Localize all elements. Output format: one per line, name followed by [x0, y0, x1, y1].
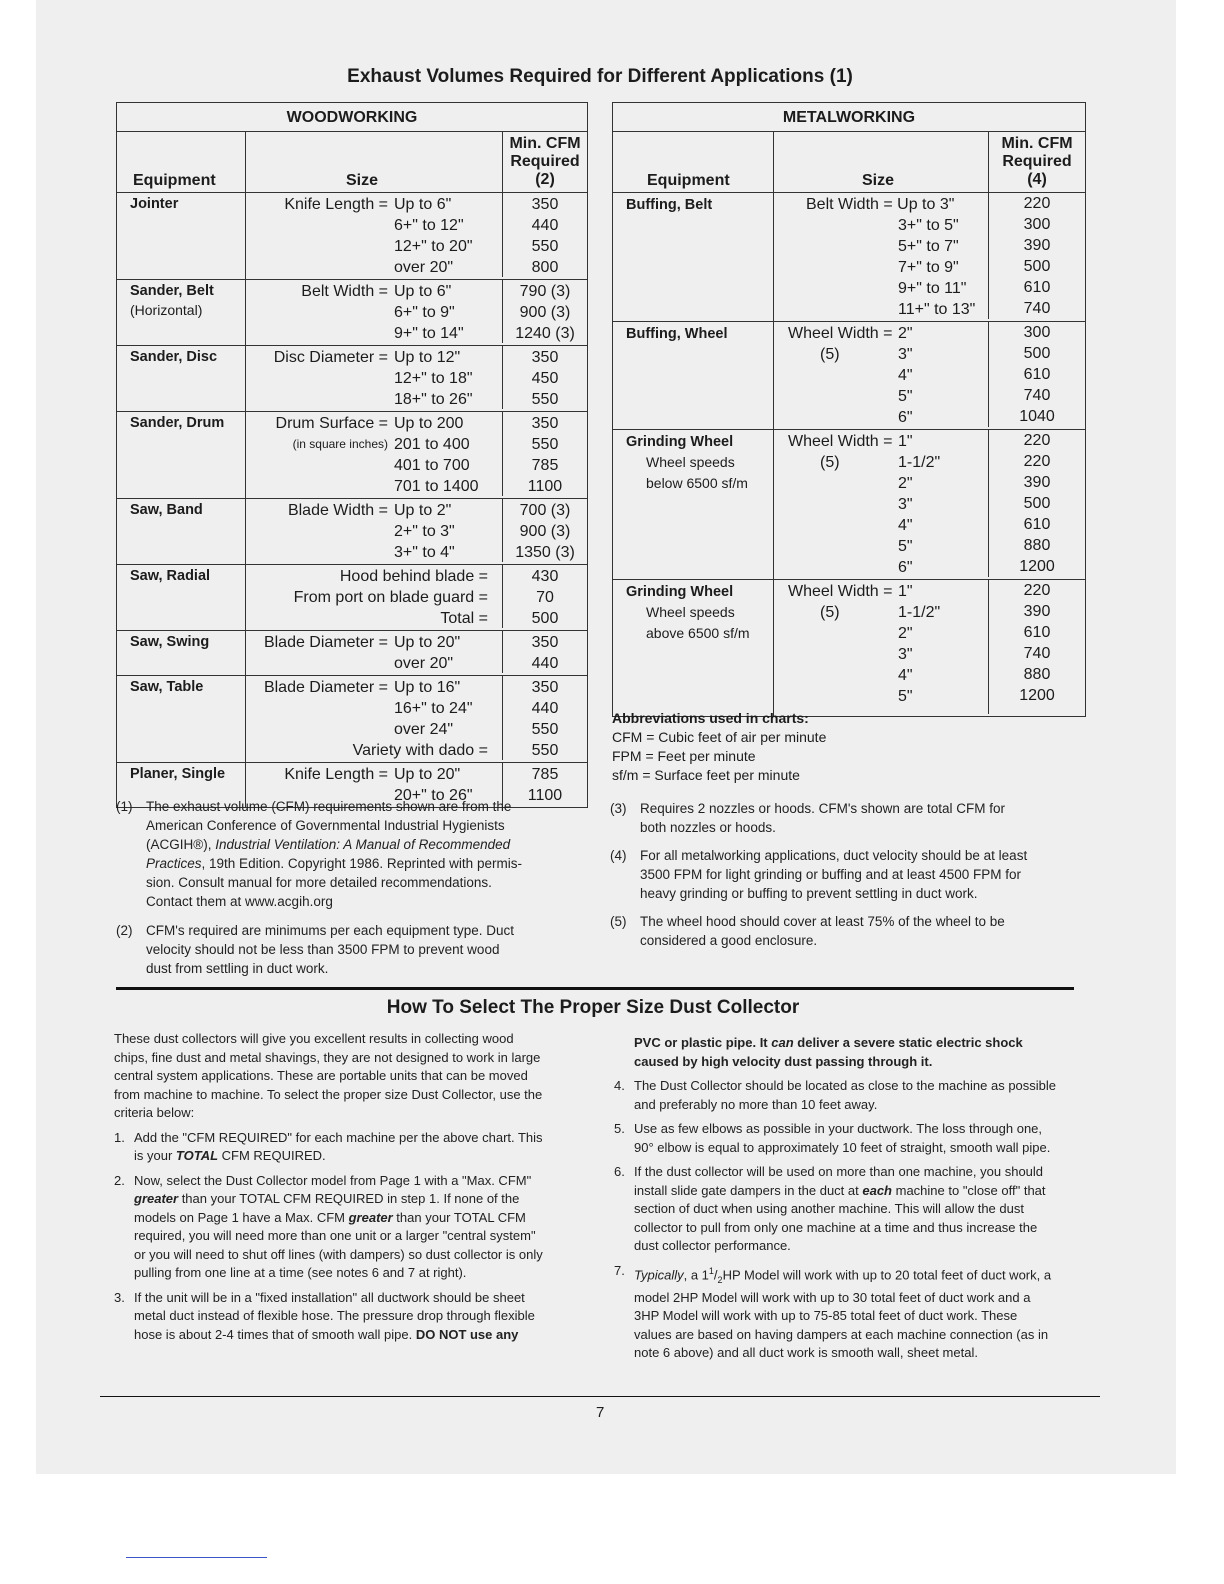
size-value: Up to 20": [394, 634, 461, 651]
step-6: 6. If the dust collector will be used on more than one machine, you should install slide gate dampers in the duct at each machine to "close off" that section of duct when using another machine. This will allow the dust collector to pull from only one machine at a time and thus increase the dust collector performance.: [614, 1164, 1046, 1253]
equipment-name: Sander, Belt: [130, 283, 214, 299]
size-cell: [774, 580, 989, 714]
table-row: [117, 631, 587, 676]
cfm-value: 1100: [527, 478, 563, 495]
equipment-name: Grinding Wheel: [626, 434, 734, 450]
equipment-cell: [117, 676, 246, 762]
equipment-cell: [613, 430, 774, 579]
step-4: 4. The Dust Collector should be located as close to the machine as possible and preferably no more than 10 feet away.: [614, 1078, 1057, 1112]
cfm-cell: [503, 565, 587, 628]
equipment-name: Saw, Band: [130, 502, 203, 518]
equipment-cell: [117, 412, 246, 498]
equipment-name: Sander, Drum: [130, 415, 225, 431]
size-label: Drum Surface =: [275, 415, 388, 432]
cfm-cell: [503, 676, 587, 760]
size-label: Knife Length =: [284, 766, 388, 783]
size-value: 5": [898, 688, 913, 705]
cfm-value: 550: [531, 721, 559, 738]
size-value: over 20": [394, 655, 454, 672]
size-label: (in square inches): [292, 437, 388, 451]
size-value: 4": [898, 517, 913, 534]
size-value: Up to 6": [394, 283, 452, 300]
size-label: From port on blade guard =: [293, 589, 488, 606]
table-row: [117, 565, 587, 631]
cfm-value: 610: [1023, 516, 1051, 533]
equipment-name: Grinding Wheel: [626, 584, 734, 600]
cfm-value: 550: [531, 391, 559, 408]
size-value: 5+" to 7": [898, 238, 959, 255]
equipment-note: (Horizontal): [130, 302, 203, 318]
abbreviation-item: sf/m = Surface feet per minute: [612, 767, 800, 783]
cfm-value: 1100: [527, 787, 563, 804]
cfm-value: 220: [1023, 432, 1051, 449]
col-equipment: Equipment: [133, 172, 216, 189]
table-row: [117, 499, 587, 565]
size-label: Blade Diameter =: [263, 679, 388, 696]
size-value: over 24": [394, 721, 454, 738]
size-cell: [246, 193, 503, 277]
cfm-cell: [503, 412, 587, 496]
equipment-name: Buffing, Wheel: [626, 326, 728, 342]
size-value: Up to 2": [394, 502, 452, 519]
col-equipment: Equipment: [647, 172, 730, 189]
equipment-note: below 6500 sf/m: [646, 475, 748, 491]
col-size: Size: [862, 172, 895, 189]
table-row: [117, 676, 587, 763]
abbreviations: [612, 709, 826, 785]
size-value: Up to 6": [394, 196, 452, 213]
table-row: [117, 280, 587, 346]
cfm-value: 500: [1023, 345, 1051, 362]
size-label: Blade Width =: [287, 502, 388, 519]
woodworking-table: [116, 102, 588, 808]
size-cell: [246, 412, 503, 496]
col-cfm: Min. CFM Required (2): [509, 135, 581, 188]
size-label: Variety with dado =: [352, 742, 488, 759]
cfm-value: 430: [531, 568, 559, 585]
cfm-value: 440: [531, 217, 559, 234]
cfm-value: 300: [1023, 216, 1051, 233]
equipment-name: Buffing, Belt: [626, 197, 713, 213]
size-value: 5": [898, 388, 913, 405]
step-5: 5. Use as few elbows as possible in your ductwork. The loss through one, 90° elbow is equal to approximately 10 feet of straight, smooth wall pipe.: [614, 1121, 1051, 1155]
cfm-value: 350: [531, 634, 559, 651]
abbreviations-heading: Abbreviations used in charts:: [612, 710, 809, 726]
size-value: Up to 200: [394, 415, 464, 432]
section-title: How To Select The Proper Size Dust Collector: [386, 997, 800, 1018]
size-label: (5): [820, 604, 840, 621]
cfm-value: 800: [531, 259, 559, 276]
step-3-continued: PVC or plastic pipe. It can deliver a severe static electric shock caused by high velocity dust passing through it.: [634, 1035, 1023, 1069]
section-divider: [116, 987, 1074, 990]
cfm-value: 900 (3): [519, 523, 571, 540]
footnote-text: Requires 2 nozzles or hoods. CFM's shown are total CFM for both nozzles or hoods.: [640, 801, 1005, 835]
footnote-text: The exhaust volume (CFM) requirements shown are from the American Conference of Governmental Industrial Hygienists (ACGIH®), Industrial Ventilation: A Manual of Recommended Practices, 19th Edition. Copyright 1986. Reprinted with permis- sion. Consult manual for more detailed recommendations. Contact them at www.acgih.org: [146, 799, 522, 909]
table-row: [117, 412, 587, 499]
size-value: 9+" to 14": [394, 325, 464, 342]
abbreviation-item: FPM = Feet per minute: [612, 748, 756, 764]
step-7: 7. Typically, a $1^1/_2HP$ Model will work with up to 20 total feet of duct work, a model 2HP Model will work with up to 30 total feet of duct work and a 3HP Model will work with up to 75-85 total feet of duct work. These values are based on having dampers at each machine connection (as in note 6 above) and all duct work is smooth wall, sheet metal.: [614, 1262, 1052, 1361]
size-cell: [774, 322, 989, 427]
cfm-value: 785: [531, 766, 559, 783]
cfm-value: 440: [531, 655, 559, 672]
cfm-value: 1240 (3): [515, 325, 575, 342]
size-value: 6+" to 12": [394, 217, 464, 234]
cfm-value: 550: [531, 238, 559, 255]
cfm-value: 1200: [1019, 558, 1055, 575]
size-label: Wheel Width =: [788, 325, 893, 342]
equipment-name: Sander, Disc: [130, 349, 218, 365]
size-label: (5): [820, 454, 840, 471]
cfm-value: 390: [1023, 603, 1051, 620]
size-value: 701 to 1400: [394, 478, 479, 495]
table-row: [613, 322, 1085, 430]
table-row: [117, 193, 587, 280]
size-value: over 20": [394, 259, 454, 276]
size-cell: [246, 631, 503, 673]
cfm-value: 390: [1023, 474, 1051, 491]
cfm-value: 450: [531, 370, 559, 387]
equipment-cell: [613, 580, 774, 716]
cfm-value: 390: [1023, 237, 1051, 254]
size-value: 6": [898, 559, 913, 576]
step-3: 3. If the unit will be in a "fixed installation" all ductwork should be sheet metal duct instead of flexible hose. The pressure drop through flexible hose is about 2-4 times that of smooth wall pipe. DO NOT use any: [114, 1289, 535, 1342]
cfm-value: 1350 (3): [515, 544, 575, 561]
col-size: Size: [346, 172, 379, 189]
equipment-name: Saw, Table: [130, 679, 204, 695]
cfm-value: 300: [1023, 324, 1051, 341]
footnote-text: CFM's required are minimums per each equipment type. Duct velocity should not be less than 3500 FPM to prevent wood dust from settling in duct work.: [146, 923, 514, 976]
size-cell: [774, 193, 989, 319]
footnote-text: For all metalworking applications, duct velocity should be at least 3500 FPM for light grinding or buffing and at least 4500 FPM for heavy grinding or buffing to prevent settling in duct work.: [640, 848, 1028, 901]
equipment-name: Jointer: [130, 196, 179, 212]
size-value: Up to 20": [394, 766, 461, 783]
equipment-cell: [117, 565, 246, 630]
equipment-note: Wheel speeds: [646, 454, 735, 470]
size-value: 2": [898, 625, 913, 642]
size-cell: [246, 676, 503, 760]
size-value: Up to 12": [394, 349, 461, 366]
cfm-value: 500: [1023, 258, 1051, 275]
size-cell: [246, 280, 503, 343]
size-value: 4": [898, 667, 913, 684]
equipment-note: above 6500 sf/m: [646, 625, 750, 641]
size-value: 401 to 700: [394, 457, 470, 474]
table-row: [613, 430, 1085, 580]
cfm-value: 500: [1023, 495, 1051, 512]
cfm-value: 500: [531, 610, 559, 627]
equipment-name: Saw, Radial: [130, 568, 211, 584]
size-cell: [246, 346, 503, 409]
cfm-cell: [989, 322, 1085, 427]
cfm-value: 880: [1023, 537, 1051, 554]
size-value: 6+" to 9": [394, 304, 455, 321]
size-value: 9+" to 11": [898, 280, 967, 297]
equipment-cell: [613, 322, 774, 429]
size-value: 12+" to 18": [394, 370, 473, 387]
size-label: (5): [820, 346, 840, 363]
size-cell: [246, 565, 503, 628]
size-label: Total =: [440, 610, 488, 627]
cfm-value: 440: [531, 700, 559, 717]
cfm-cell: [503, 499, 587, 562]
cfm-value: 70: [536, 589, 554, 606]
page-number: 7: [596, 1404, 605, 1421]
metalworking-heading: METALWORKING: [613, 103, 1085, 132]
cfm-value: 700 (3): [519, 502, 571, 519]
bottom-link-line: [126, 1557, 267, 1558]
intro-paragraph: These dust collectors will give you excellent results in collecting wood chips, fine dust and metal shavings, they are not designed to work in large central system applications. These are portable units that can be moved from machine to machine. To select the proper size Dust Collector, use the criteria below:: [114, 1031, 543, 1120]
cfm-value: 220: [1023, 453, 1051, 470]
size-value: 4": [898, 367, 913, 384]
footer-rule: [100, 1396, 1100, 1397]
equipment-note: Wheel speeds: [646, 604, 735, 620]
footnote-text: The wheel hood should cover at least 75% of the wheel to be considered a good enclosure.: [640, 914, 1005, 948]
size-value: 20+" to 26": [394, 787, 473, 804]
size-value: 3+" to 5": [898, 217, 959, 234]
size-value: 3+" to 4": [394, 544, 455, 561]
cfm-cell: [503, 280, 587, 343]
equipment-cell: [117, 346, 246, 411]
size-value: 1": [898, 583, 913, 600]
size-label: Hood behind blade =: [339, 568, 488, 585]
size-value: 16+" to 24": [394, 700, 473, 717]
cfm-value: 785: [531, 457, 559, 474]
size-value: 3": [898, 496, 913, 513]
equipment-cell: [117, 631, 246, 675]
abbreviation-item: CFM = Cubic feet of air per minute: [612, 729, 827, 745]
cfm-value: 790 (3): [519, 283, 571, 300]
cfm-value: 350: [531, 196, 559, 213]
cfm-value: 900 (3): [519, 304, 571, 321]
cfm-value: 220: [1023, 195, 1051, 212]
selection-right-column: [614, 1034, 1098, 1363]
size-label: Belt Width =: [301, 283, 388, 300]
cfm-value: 610: [1023, 624, 1051, 641]
cfm-cell: [989, 580, 1085, 714]
page-title: Exhaust Volumes Required for Different Applications (1): [347, 66, 853, 87]
table-row: [613, 580, 1085, 716]
equipment-name: Saw, Swing: [130, 634, 210, 650]
size-value: 1": [898, 433, 913, 450]
cfm-cell: [989, 193, 1085, 319]
cfm-value: 1040: [1019, 408, 1055, 425]
metalworking-table: [612, 102, 1086, 717]
step-1: 1. Add the "CFM REQUIRED" for each machine per the above chart. This is your TOTAL CFM REQUIRED.: [114, 1129, 543, 1163]
size-value: Up to 16": [394, 679, 461, 696]
table-row: [613, 193, 1085, 322]
cfm-cell: [503, 631, 587, 673]
size-cell: [246, 499, 503, 562]
size-value: 18+" to 26": [394, 391, 473, 408]
size-value: 6": [898, 409, 913, 426]
cfm-value: 740: [1023, 300, 1051, 317]
size-label: Belt Width = Up to 3": [806, 196, 955, 213]
size-value: 3": [898, 346, 913, 363]
size-label: Wheel Width =: [788, 433, 893, 450]
col-cfm: Min. CFM Required (4): [1001, 135, 1073, 188]
equipment-cell: [117, 499, 246, 564]
cfm-value: 740: [1023, 645, 1051, 662]
size-value: 1-1/2": [898, 454, 941, 471]
cfm-value: 610: [1023, 279, 1051, 296]
equipment-cell: [117, 280, 246, 345]
selection-left-column: [114, 1030, 590, 1344]
cfm-value: 350: [531, 349, 559, 366]
size-value: 201 to 400: [394, 436, 470, 453]
size-value: 12+" to 20": [394, 238, 473, 255]
cfm-value: 550: [531, 436, 559, 453]
size-value: 7+" to 9": [898, 259, 959, 276]
step-2: 2. Now, select the Dust Collector model from Page 1 with a "Max. CFM" greater than your TOTAL CFM REQUIRED in step 1. If none of the models on Page 1 have a Max. CFM greater than your TOTAL CFM required, you will need more than one unit or a larger "central system" or you will need to shut off lines (with dampers) so dust collector is only pulling from one line at a time (see notes 6 and 7 at right).: [114, 1172, 543, 1280]
size-value: 5": [898, 538, 913, 555]
cfm-value: 220: [1023, 582, 1051, 599]
size-label: Disc Diameter =: [273, 349, 388, 366]
size-label: Wheel Width =: [788, 583, 893, 600]
cfm-cell: [503, 346, 587, 409]
size-value: 3": [898, 646, 913, 663]
size-value: 2+" to 3": [394, 523, 455, 540]
equipment-cell: [613, 193, 774, 321]
size-value: 2": [898, 325, 913, 342]
size-label: Blade Diameter =: [263, 634, 388, 651]
equipment-name: Planer, Single: [130, 766, 226, 782]
size-value: 11+" to 13": [898, 301, 976, 318]
cfm-value: 350: [531, 679, 559, 696]
cfm-value: 350: [531, 415, 559, 432]
equipment-cell: [117, 193, 246, 279]
cfm-value: 1200: [1019, 687, 1055, 704]
cfm-cell: [989, 430, 1085, 577]
woodworking-heading: WOODWORKING: [117, 103, 587, 132]
cfm-value: 610: [1023, 366, 1051, 383]
cfm-value: 550: [531, 742, 559, 759]
table-row: [117, 346, 587, 412]
cfm-value: 880: [1023, 666, 1051, 683]
cfm-cell: [503, 193, 587, 277]
cfm-value: 740: [1023, 387, 1051, 404]
size-value: 1-1/2": [898, 604, 941, 621]
size-label: Knife Length =: [284, 196, 388, 213]
size-value: 2": [898, 475, 913, 492]
size-cell: [774, 430, 989, 577]
